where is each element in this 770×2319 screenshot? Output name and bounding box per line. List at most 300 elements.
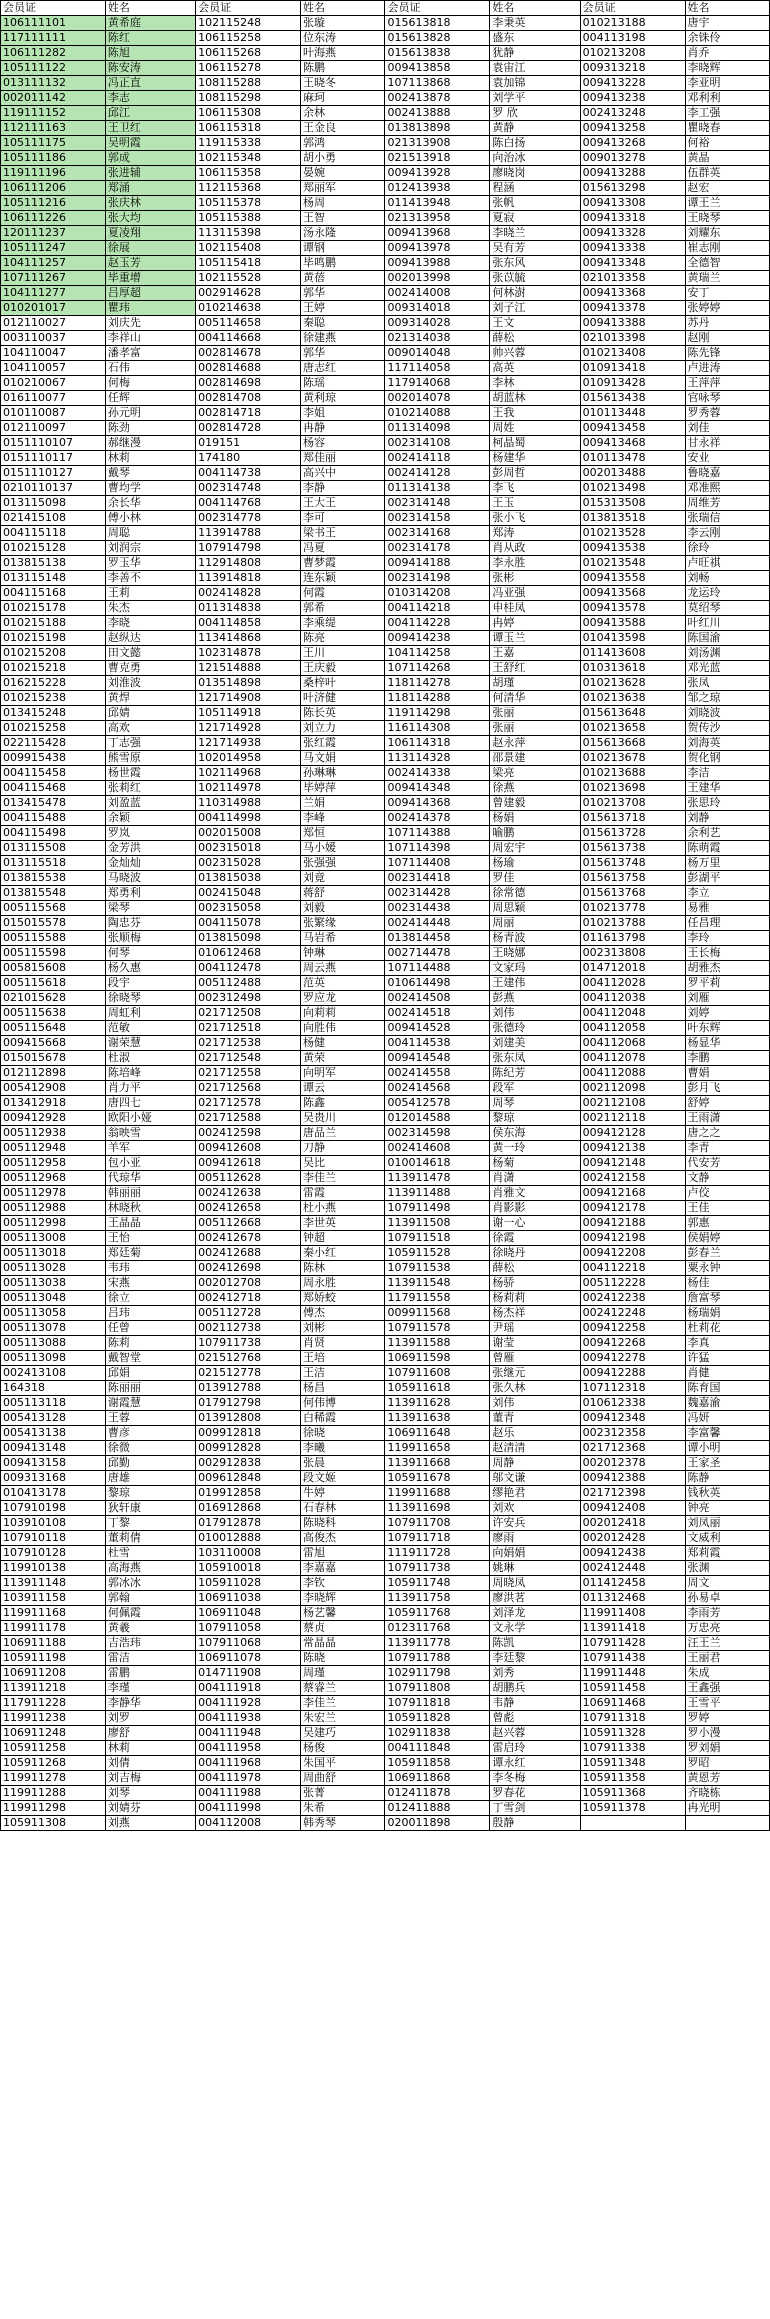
name-cell: 刘庆先 [105,316,195,331]
name-cell: 李祥山 [105,331,195,346]
member-id-cell: 009014048 [385,346,490,361]
member-id-cell: 107911518 [385,1231,490,1246]
table-row [1,901,770,916]
name-cell: 肖乔 [685,46,770,61]
member-id-cell: 010113448 [580,406,685,421]
name-cell: 袁加锦 [490,76,580,91]
member-id-cell: 002315058 [196,901,301,916]
name-cell: 任曾 [105,1321,195,1336]
member-id-cell: 0151110127 [1,466,106,481]
table-row [1,676,770,691]
table-row [1,691,770,706]
member-id-cell: 004111988 [196,1786,301,1801]
member-id-cell: 021712578 [196,1096,301,1111]
name-cell: 张婷婷 [685,301,770,316]
member-id-cell: 107911788 [385,1651,490,1666]
name-cell: 刘泽龙 [490,1606,580,1621]
name-cell: 瞿玮 [105,301,195,316]
table-row [1,286,770,301]
name-cell: 廖舒 [105,1726,195,1741]
name-cell: 杨莉莉 [490,1291,580,1306]
member-id-cell: 009412408 [580,1501,685,1516]
name-cell: 罗平莉 [685,976,770,991]
name-cell: 卢佼 [685,1186,770,1201]
name-cell: 赵玉芳 [105,256,195,271]
name-cell: 廖雨 [490,1531,580,1546]
name-cell: 欧阳小娅 [105,1111,195,1126]
name-cell: 何裕 [685,136,770,151]
name-cell: 刘燕 [105,1816,195,1831]
name-cell: 吕厚超 [105,286,195,301]
member-id-cell: 105111216 [1,196,106,211]
name-cell: 彭湖平 [685,871,770,886]
name-cell: 郭华 [301,346,385,361]
name-cell: 杨容 [301,436,385,451]
member-id-cell: 119911688 [385,1486,490,1501]
table-row [1,1141,770,1156]
member-id-cell: 010213498 [580,481,685,496]
name-cell: 张顺梅 [105,931,195,946]
name-cell: 张德玲 [490,1021,580,1036]
member-id-cell: 010213778 [580,901,685,916]
name-cell: 朱成 [685,1666,770,1681]
name-cell: 王川 [301,646,385,661]
name-cell: 刀静 [301,1141,385,1156]
name-cell: 丁志强 [105,736,195,751]
table-row [1,856,770,871]
member-id-cell: 113114328 [385,751,490,766]
table-row [1,1561,770,1576]
member-id-cell: 016912868 [196,1501,301,1516]
name-cell: 李真 [685,1336,770,1351]
member-id-cell: 105911528 [385,1246,490,1261]
member-id-cell: 013814458 [385,931,490,946]
table-row [1,1726,770,1741]
member-id-cell: 009413238 [580,91,685,106]
name-cell: 周丽 [490,916,580,931]
name-cell: 刘盈蓝 [105,796,195,811]
name-cell: 官咏琴 [685,391,770,406]
name-cell: 徐晓丹 [490,1246,580,1261]
table-row [1,1696,770,1711]
table-row [1,211,770,226]
name-cell: 侯东海 [490,1126,580,1141]
member-id-cell: 105911858 [385,1756,490,1771]
name-cell: 王我 [490,406,580,421]
name-cell: 刘竟 [301,871,385,886]
member-id-cell: 105911368 [580,1786,685,1801]
name-cell: 周曲舒 [301,1771,385,1786]
name-cell: 周瑾 [301,1666,385,1681]
member-id-cell: 010913428 [580,376,685,391]
member-id-cell: 106911598 [385,1351,490,1366]
member-id-cell: 005112988 [1,1201,106,1216]
name-cell: 李雨芳 [685,1606,770,1621]
table-row [1,1336,770,1351]
member-id-cell: 002912838 [196,1456,301,1471]
table-row [1,1111,770,1126]
name-cell: 马文娟 [301,751,385,766]
name-cell: 谭小明 [685,1441,770,1456]
member-id-cell: 105911028 [196,1576,301,1591]
member-id-cell: 005112938 [1,1126,106,1141]
header-name: 姓名 [105,1,195,16]
table-row [1,1591,770,1606]
name-cell: 李洁 [685,766,770,781]
name-cell: 陶忠芬 [105,916,195,931]
name-cell: 雷旭 [301,1546,385,1561]
name-cell: 刘吉梅 [105,1771,195,1786]
name-cell: 李静 [301,481,385,496]
member-id-cell: 009413148 [1,1441,106,1456]
member-id-cell: 016215228 [1,676,106,691]
table-row [1,1606,770,1621]
member-id-cell: 106911868 [385,1771,490,1786]
name-cell: 李佳兰 [301,1171,385,1186]
member-id-cell: 119911448 [580,1666,685,1681]
table-row [1,346,770,361]
table-row [1,106,770,121]
member-id-cell: 010213698 [580,781,685,796]
name-cell: 胡蓝林 [490,391,580,406]
name-cell: 孙易卓 [685,1591,770,1606]
member-id-cell: 106111226 [1,211,106,226]
name-cell: 肖潇 [490,1171,580,1186]
table-row [1,1366,770,1381]
name-cell: 张渊 [685,1561,770,1576]
member-id-cell: 004111918 [196,1681,301,1696]
member-id-cell: 011314098 [385,421,490,436]
name-cell: 刘凤丽 [685,1516,770,1531]
member-id-cell: 019912858 [196,1486,301,1501]
name-cell: 戴智堂 [105,1351,195,1366]
name-cell: 陈白扬 [490,136,580,151]
member-id-cell: 002814728 [196,421,301,436]
name-cell: 李鹏 [685,1051,770,1066]
member-id-cell: 010313618 [580,661,685,676]
name-cell: 蒋舒 [301,886,385,901]
name-cell: 黄晶 [685,151,770,166]
member-id-cell: 105911828 [385,1711,490,1726]
member-id-cell: 108115288 [196,76,301,91]
name-cell: 陈萌霞 [685,841,770,856]
name-cell: 陈旭 [105,46,195,61]
member-id-cell: 009313168 [1,1471,106,1486]
table-row [1,376,770,391]
table-row [1,1501,770,1516]
member-id-cell: 013815538 [1,871,106,886]
table-row [1,1036,770,1051]
table-row [1,616,770,631]
name-cell: 谢莹 [490,1336,580,1351]
member-id-cell: 119114298 [385,706,490,721]
table-row [1,991,770,1006]
name-cell: 郭华 [301,286,385,301]
name-cell: 黄荣 [301,1051,385,1066]
table-row [1,781,770,796]
table-row [1,1066,770,1081]
name-cell: 安业 [685,451,770,466]
name-cell: 杨艺馨 [301,1606,385,1621]
member-id-cell: 107911718 [385,1531,490,1546]
member-id-cell: 005815608 [1,961,106,976]
member-id-cell: 010215258 [1,721,106,736]
member-id-cell: 009413268 [580,136,685,151]
member-id-cell: 004111998 [196,1801,301,1816]
member-id-cell: 119115338 [196,136,301,151]
member-id-cell: 112115368 [196,181,301,196]
name-cell: 杨建华 [490,451,580,466]
member-id-cell: 021712548 [196,1051,301,1066]
member-id-cell: 005115618 [1,976,106,991]
name-cell: 邬文谦 [490,1471,580,1486]
name-cell: 白稀霞 [301,1411,385,1426]
member-id-cell: 010215208 [1,646,106,661]
member-id-cell: 119911238 [1,1711,106,1726]
member-id-cell: 009412278 [580,1351,685,1366]
name-cell: 石春林 [301,1501,385,1516]
name-cell: 张丽 [490,721,580,736]
member-id-cell: 106911038 [196,1591,301,1606]
member-id-cell: 012311768 [385,1621,490,1636]
member-id-cell: 107111267 [1,271,106,286]
table-row [1,256,770,271]
name-cell: 刘立力 [301,721,385,736]
member-id-cell: 002414608 [385,1141,490,1156]
member-id-cell: 002412598 [196,1126,301,1141]
member-id-cell: 009412128 [580,1126,685,1141]
name-cell: 廖晓岗 [490,166,580,181]
member-id-cell: 002112098 [580,1081,685,1096]
member-id-cell: 0151110107 [1,436,106,451]
name-cell: 全德智 [685,256,770,271]
name-cell: 谢荣慧 [105,1036,195,1051]
table-row [1,1621,770,1636]
name-cell: 杨周 [301,196,385,211]
member-id-cell: 021712568 [196,1081,301,1096]
member-id-cell: 112111163 [1,121,106,136]
member-id-cell: 113911218 [1,1681,106,1696]
member-id-cell: 009413468 [580,436,685,451]
member-id-cell: 005112728 [196,1306,301,1321]
name-cell: 包小亚 [105,1156,195,1171]
name-cell: 李瑾 [105,1681,195,1696]
member-id-cell: 009412928 [1,1111,106,1126]
member-id-cell: 005412578 [385,1096,490,1111]
member-id-cell: 004111938 [196,1711,301,1726]
name-cell: 刘淮波 [105,676,195,691]
name-cell: 陈晓 [301,1651,385,1666]
name-cell: 黄瑞兰 [685,271,770,286]
name-cell: 杨瑞娟 [685,1306,770,1321]
member-id-cell: 013813898 [385,121,490,136]
name-cell: 刘静 [685,811,770,826]
name-cell: 罗玉华 [105,556,195,571]
name-cell: 殷静 [490,1816,580,1831]
name-cell: 何霞 [301,586,385,601]
member-id-cell: 009413538 [580,541,685,556]
member-id-cell: 012110097 [1,421,106,436]
member-id-cell [580,1816,685,1831]
table-row [1,1096,770,1111]
name-cell: 刘建美 [490,1036,580,1051]
name-cell: 邹之琼 [685,691,770,706]
name-cell: 冯妍 [685,1411,770,1426]
member-id-cell: 102115408 [196,241,301,256]
name-cell: 李乘缇 [301,616,385,631]
name-cell: 朱国平 [301,1756,385,1771]
name-cell: 刘伟 [490,1006,580,1021]
name-cell: 王嘉 [490,646,580,661]
name-cell: 陈凯 [490,1636,580,1651]
name-cell: 张菁 [301,1786,385,1801]
name-cell: 何梅 [105,376,195,391]
name-cell: 雷启玲 [490,1741,580,1756]
name-cell: 粟永钟 [685,1261,770,1276]
member-id-cell: 002314158 [385,511,490,526]
table-row [1,961,770,976]
name-cell: 彭周哲 [490,466,580,481]
member-id-cell: 015613828 [385,31,490,46]
member-id-cell: 106911188 [1,1636,106,1651]
member-id-cell: 013115508 [1,841,106,856]
name-cell: 叶海燕 [301,46,385,61]
name-cell: 郑廷菊 [105,1246,195,1261]
member-id-cell: 010213628 [580,676,685,691]
member-id-cell: 119911408 [580,1606,685,1621]
name-cell: 贺化钢 [685,751,770,766]
member-id-cell: 021313908 [385,136,490,151]
member-id-cell: 010113478 [580,451,685,466]
member-id-cell: 010213188 [580,16,685,31]
member-id-cell: 009413568 [580,586,685,601]
name-cell: 刘雁 [685,991,770,1006]
name-cell: 胡鹏兵 [490,1681,580,1696]
member-id-cell: 004115498 [1,826,106,841]
name-cell: 杜莉花 [685,1321,770,1336]
name-cell: 徐建燕 [301,331,385,346]
name-cell: 李玲 [685,931,770,946]
name-cell: 杨世霞 [105,766,195,781]
name-cell: 周宏宇 [490,841,580,856]
name-cell: 唐品兰 [301,1126,385,1141]
name-cell: 何清华 [490,691,580,706]
member-id-cell: 013813518 [580,511,685,526]
member-id-cell: 107112318 [580,1381,685,1396]
name-cell: 张璇 [301,16,385,31]
member-id-cell: 009414238 [385,631,490,646]
name-cell: 刘秀 [490,1666,580,1681]
member-id-cell: 005113118 [1,1396,106,1411]
member-id-cell: 009413338 [580,241,685,256]
name-cell: 周姓 [490,421,580,436]
name-cell: 何林澍 [490,286,580,301]
member-id-cell: 010214638 [196,301,301,316]
name-cell: 胡小勇 [301,151,385,166]
member-id-cell: 013514898 [196,676,301,691]
name-cell: 罗小漫 [685,1726,770,1741]
name-cell: 王晓琴 [685,211,770,226]
member-id-cell: 009413388 [580,316,685,331]
member-id-cell: 106911648 [385,1426,490,1441]
name-cell: 黄焊 [105,691,195,706]
name-cell: 王莉 [105,586,195,601]
member-id-cell: 004111848 [385,1741,490,1756]
member-id-cell: 002412238 [580,1291,685,1306]
member-id-cell: 102115248 [196,16,301,31]
name-cell: 钟琳 [301,946,385,961]
member-id-cell: 004114998 [196,811,301,826]
name-cell: 钱秋英 [685,1486,770,1501]
member-id-cell: 005114658 [196,316,301,331]
name-cell: 郝继漫 [105,436,195,451]
member-id-cell: 013111132 [1,76,106,91]
member-id-cell: 002314178 [385,541,490,556]
name-cell: 袁宙江 [490,61,580,76]
member-id-cell: 004111968 [196,1756,301,1771]
name-cell: 李善不 [105,571,195,586]
table-row [1,886,770,901]
name-cell: 邱娟 [105,1366,195,1381]
name-cell: 肖从政 [490,541,580,556]
member-id-cell: 106911248 [1,1726,106,1741]
name-cell: 汤永隆 [301,226,385,241]
member-id-cell: 010213688 [580,766,685,781]
member-id-cell: 009412178 [580,1201,685,1216]
member-id-cell: 009412258 [580,1321,685,1336]
member-id-cell: 107114388 [385,826,490,841]
name-cell: 郑涌 [105,181,195,196]
member-id-cell: 107911538 [385,1261,490,1276]
member-id-cell: 005112488 [196,976,301,991]
name-cell: 黄一玲 [490,1141,580,1156]
member-id-cell: 102115348 [196,151,301,166]
member-id-cell: 002012708 [196,1276,301,1291]
member-id-cell: 002412638 [196,1186,301,1201]
name-cell: 王舒红 [490,661,580,676]
member-id-cell: 009911568 [385,1306,490,1321]
name-cell: 周文 [685,1576,770,1591]
table-row [1,631,770,646]
member-id-cell: 002413878 [385,91,490,106]
member-id-cell: 002814678 [196,346,301,361]
member-id-cell: 011314138 [385,481,490,496]
name-cell: 谭永红 [490,1756,580,1771]
table-row [1,1576,770,1591]
member-id-cell: 021712558 [196,1066,301,1081]
member-id-cell: 014711908 [196,1666,301,1681]
name-cell: 丁雪剑 [490,1801,580,1816]
name-cell: 向治冰 [490,151,580,166]
name-cell: 王佳 [685,1201,770,1216]
table-row [1,61,770,76]
name-cell: 高英 [490,361,580,376]
member-id-cell: 009412188 [580,1216,685,1231]
member-id-cell: 105911258 [1,1741,106,1756]
name-cell: 代安芳 [685,1156,770,1171]
member-id-cell: 106911048 [196,1606,301,1621]
name-cell: 龙运玲 [685,586,770,601]
member-id-cell: 002013998 [385,271,490,286]
member-id-cell: 107911428 [580,1636,685,1651]
name-cell: 刘汤渊 [685,646,770,661]
name-cell: 甘永祥 [685,436,770,451]
member-id-cell: 010913418 [580,361,685,376]
member-id-cell: 107911318 [580,1711,685,1726]
member-id-cell: 004111978 [196,1771,301,1786]
member-id-cell: 009414348 [385,781,490,796]
member-id-cell: 106111206 [1,181,106,196]
